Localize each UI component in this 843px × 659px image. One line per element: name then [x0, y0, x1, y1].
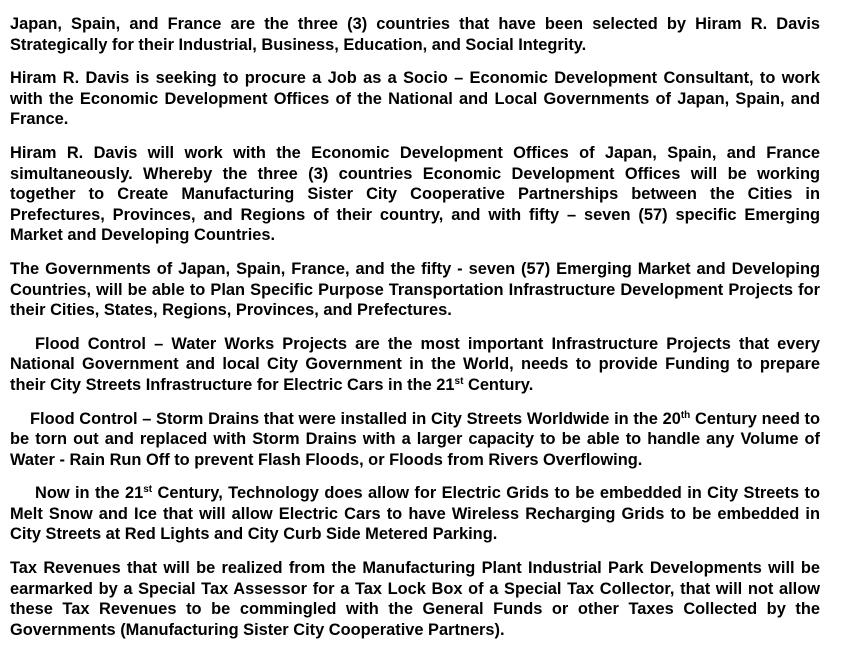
ordinal-suffix: st: [454, 375, 464, 387]
paragraph-text: Century need to be torn out and replaced with Storm Drains with a larger capacity to be able to handle any Volume of Water - Rain Run Off to prevent Flash Floods, or Floods from Rivers Overflowing.: [10, 409, 820, 469]
paragraph-text: Flood Control – Storm Drains that were installed in City Streets Worldwide in the 20: [30, 409, 681, 428]
paragraph-flood-control-storm-drains: [10, 409, 820, 471]
paragraph-text: Century, Technology does allow for Electric Grids to be embedded in City Streets to Melt Snow and Ice that will allow Electric Cars to have Wireless Recharging Grids to be embedded in City Streets at Red Lights and City Curb Side Metered Parking.: [10, 484, 820, 544]
paragraph-job-seeking: Hiram R. Davis is seeking to procure a Job as a Socio – Economic Development Consultant, to work with the Economic Development Offices of the National and Local Governments of Japan, Spain, and France.: [10, 69, 820, 129]
paragraph-text: Flood Control – Water Works Projects are the most important Infrastructure Projects that every National Government and local City Government in the World, needs to provide Funding to prepare their City Streets Infrastructure for Electric Cars in the 21: [10, 334, 820, 394]
document-body: [10, 14, 820, 653]
paragraph-flood-control-water-works: [10, 334, 820, 396]
paragraph-transportation-projects: The Governments of Japan, Spain, France, and the fifty - seven (57) Emerging Market and Developing Countries, will be able to Plan Specific Purpose Transportation Infrastructure Development Projects for their Cities, States, Regions, Provinces, and Prefectures.: [10, 259, 820, 320]
paragraph-text: Now in the 21: [35, 484, 144, 503]
ordinal-suffix: th: [680, 409, 691, 421]
paragraph-electric-grids: [10, 483, 820, 545]
paragraph-tax-revenues: Tax Revenues that will be realized from the Manufacturing Plant Industrial Park Developments will be earmarked by a Special Tax Assessor for a Tax Lock Box of a Special Tax Collector, that will not allow these Tax Revenues to be commingled with the General Funds or other Taxes Collected by the Governments (Manufacturing Sister City Cooperative Partners).: [10, 559, 820, 639]
paragraph-selected-countries: Japan, Spain, and France are the three (3) countries that have been selected by Hiram R. Davis Strategically for their Industrial, Business, Education, and Social Integrity.: [10, 15, 820, 54]
ordinal-suffix: st: [143, 484, 153, 496]
paragraph-sister-city-partnerships: Hiram R. Davis will work with the Economic Development Offices of Japan, Spain, and France simultaneously. Whereby the three (3) countries Economic Development Offices will be working together to Create Manufacturing Sister City Cooperative Partnerships between the Cities in Prefectures, Provinces, and Regions of their country, and with fifty – seven (57) specific Emerging Market and Developing Countries.: [10, 143, 820, 245]
paragraph-text: Century.: [463, 375, 534, 394]
